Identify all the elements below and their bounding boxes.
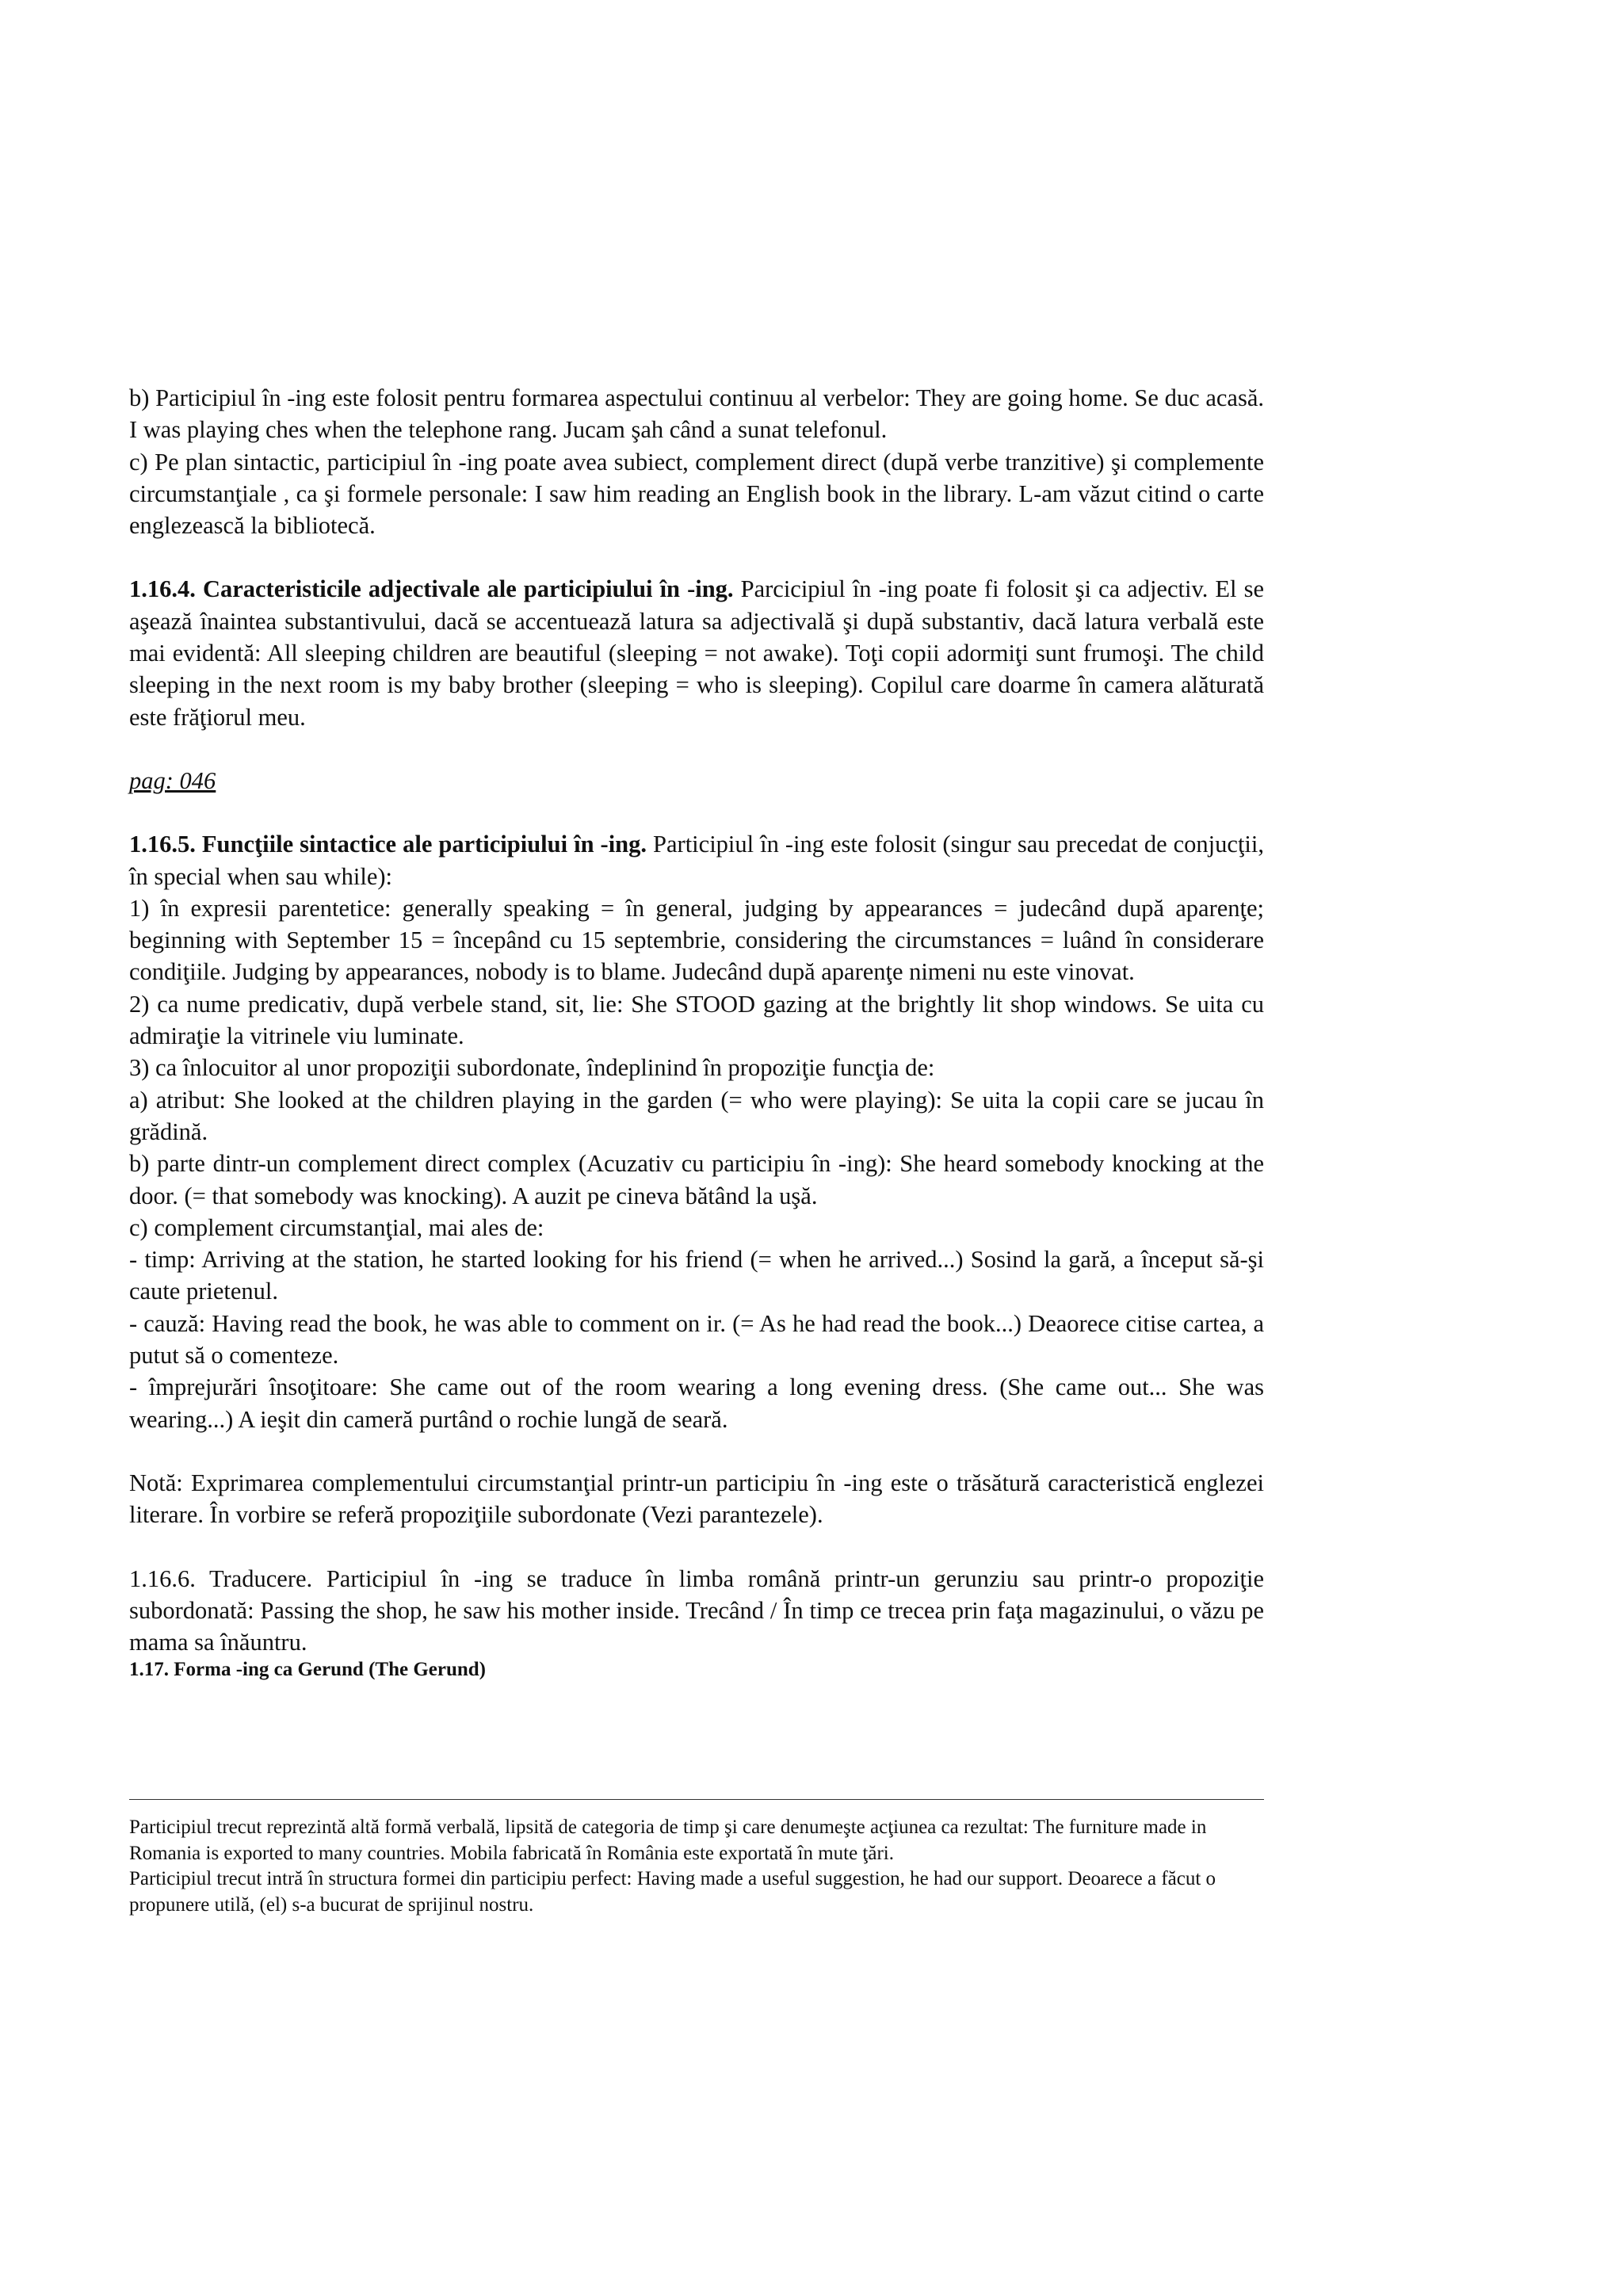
list-item-2: 2) ca nume predicativ, după verbele stand, sit, lie: She STOOD gazing at the brightly lit shop windows. Se uita cu admiraţie la vitrinele viu luminate. (129, 990, 1264, 1050)
spacer (129, 1435, 1264, 1467)
section-1-16-6: 1.16.6. Traducere. Participiul în -ing se traduce în limba română printr-un gerunziu sau printr-o propoziţie subordonată: Passing the shop, he saw his mother inside. Trecând / În timp ce trecea prin faţa magazinului, o văzu pe mama sa înăuntru. (129, 1564, 1264, 1656)
main-text (129, 382, 1264, 1682)
list-item-b: b) parte dintr-un complement direct complex (Acuzativ cu participiu în -ing): She heard somebody knocking at the door. (= that somebody was knocking). A auzit pe cineva bătând la uşă. (129, 1150, 1264, 1209)
list-item-c: c) complement circumstanţial, mai ales de: (129, 1213, 544, 1241)
note-paragraph: Notă: Exprimarea complementului circumstanţial printr-un participiu în -ing este o trăsătură caracteristică englezei literare. În vorbire se referă propoziţiile subordonate (Vezi parantezele). (129, 1469, 1264, 1529)
list-item-cauza: - cauză: Having read the book, he was able to comment on ir. (= As he had read the book...) Deaorece citise cartea, a putut să o comenteze. (129, 1309, 1264, 1370)
spacer (129, 541, 1264, 573)
spacer (129, 797, 1264, 828)
spacer (129, 733, 1264, 765)
section-1-16-5-body: Participiul în -ing este folosit (singur sau precedat de conjucţii, în special when sau while): (129, 831, 1264, 890)
spacer (129, 1531, 1264, 1563)
list-item-1: 1) în expresii parentetice: generally speaking = în general, judging by appearances = judecând după aparenţe; beginning with September 15 = începând cu 15 septembrie, considering the circumstances = luând în considerare condiţiile. Judging by appearances, nobody is to blame. Judecând după aparenţe nimeni nu este vinovat. (129, 894, 1264, 986)
page-marker-link[interactable]: pag: 046 (129, 766, 216, 794)
list-item-imprejurari: - împrejurări însoţitoare: She came out of the room wearing a long evening dress. (She came out... She was wearing...) A ieşit din cameră purtând o rochie lungă de seară. (129, 1373, 1264, 1433)
footnote-paragraph-2: Participiul trecut intră în structura formei din participiu perfect: Having made a useful suggestion, he had our support. Deoarece a făcut o propunere utilă, (el) s-a bucurat de sprijinul nostru. (129, 1868, 1216, 1916)
footnote-divider (129, 1799, 1264, 1800)
section-1-16-5-heading: 1.16.5. Funcţiile sintactice ale participiului în -ing. (129, 831, 647, 858)
paragraph-b: b) Participiul în -ing este folosit pentru formarea aspectului continuu al verbelor: They are going home. Se duc acasă. I was playing ches when the telephone rang. Jucam şah când a sunat telefonul. (129, 384, 1264, 444)
footnote-paragraph-1: Participiul trecut reprezintă altă formă verbală, lipsită de categoria de timp şi care denumeşte acţiunea ca rezultat: The furniture made in Romania is exported to many countries. Mobila fabricată în România este exportată în mute ţări. (129, 1817, 1207, 1864)
section-1-16-4 (129, 573, 1264, 732)
paragraph-c: c) Pe plan sintactic, participiul în -ing poate avea subiect, complement direct (după verbe tranzitive) şi complemente circumstanţiale , ca şi formele personale: I saw him reading an English book in the library. L-am văzut citind o carte englezească la bibliotecă. (129, 448, 1264, 540)
section-1-17-heading: 1.17. Forma -ing ca Gerund (The Gerund) (129, 1659, 486, 1681)
list-item-a: a) atribut: She looked at the children playing in the garden (= who were playing): Se uita la copii care se jucau în grădină. (129, 1086, 1264, 1145)
page-marker (129, 765, 1264, 797)
section-1-16-4-heading: 1.16.4. Caracteristicile adjectivale ale participiului în -ing. (129, 575, 734, 603)
footnote (129, 1815, 1264, 1918)
section-1-16-5 (129, 828, 1264, 892)
section-1-16-4-body: Parcicipiul în -ing poate fi folosit şi ca adjectiv. El se aşează înaintea substantivului, dacă se accentuează latura sa adjectivală şi după substantiv, dacă latura verbală este mai evidentă: All sleeping children are beautiful (sleeping = not awake). Toţi copii adormiţi sunt frumoşi. The child sleeping in the next room is my baby brother (sleeping = who is sleeping). Copilul care doarme în camera alăturată este frăţiorul meu. (129, 575, 1264, 731)
list-item-timp: - timp: Arriving at the station, he started looking for his friend (= when he arrived...) Sosind la gară, a început să-şi caute prietenul. (129, 1246, 1264, 1305)
list-item-3: 3) ca înlocuitor al unor propoziţii subordonate, îndeplinind în propoziţie funcţia de: (129, 1054, 935, 1082)
